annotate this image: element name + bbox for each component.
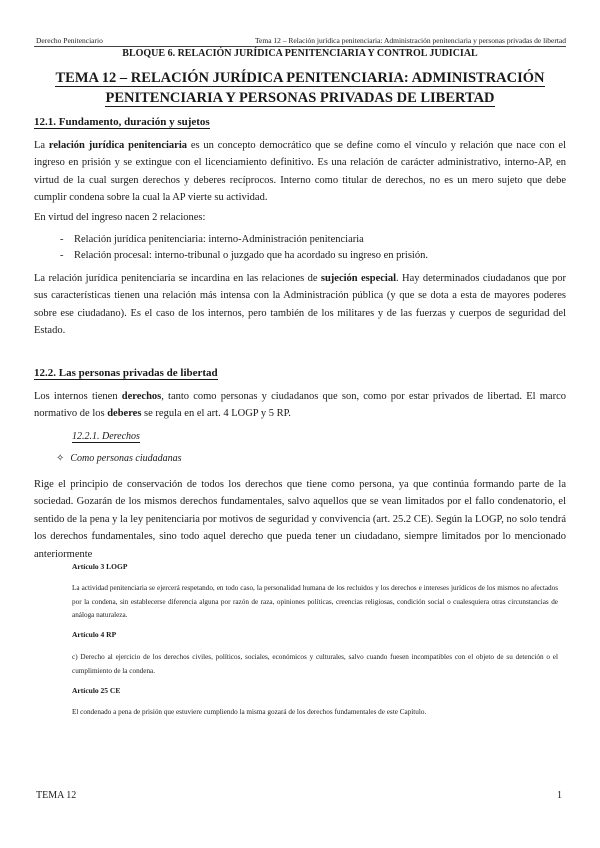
relations-list xyxy=(60,232,566,264)
law-text-art4-rp: c) Derecho al ejercicio de los derechos civiles, políticos, sociales, económicos y culturales, salvo cuando fuesen incompatibles con el objeto de su detención o el cumplimiento de la condena. xyxy=(72,653,558,675)
header-divider xyxy=(34,46,566,47)
running-header-right: Tema 12 – Relación jurídica penitenciaria: Administración penitenciaria y personas privadas de libertad xyxy=(254,36,566,45)
title-line-1: TEMA 12 – RELACIÓN JURÍDICA PENITENCIARIA: ADMINISTRACIÓN xyxy=(55,70,545,86)
paragraph-relacion-juridica: La relación jurídica penitenciaria es un concepto democrático que se define como el vínculo y relación que nace con el ingreso en prisión y se extingue con el licenciamiento definitivo. Es una relación de carácter administrativo, interno-AP, en virtud de la cual surgen derechos y deberes recíprocos. Interno como titular de derechos, no es un mero sujeto que debe cumplir condena sobre la cual la AP vierte su actividad. xyxy=(34,140,566,204)
title-line-2: PENITENCIARIA Y PERSONAS PRIVADAS DE LIBERTAD xyxy=(105,90,495,106)
section-heading-12-1: 12.1. Fundamento, duración y sujetos xyxy=(34,116,210,128)
bullet-heading-personas-ciudadanas: ✧ Como personas ciudadanas xyxy=(56,453,182,464)
law-text-art25-ce: El condenado a pena de prisión que estuviere cumpliendo la misma gozará de los derechos fundamentales de este Capítulo. xyxy=(72,708,427,716)
subsection-heading-derechos: 12.2.1. Derechos xyxy=(72,431,140,442)
law-heading-art25-ce: Artículo 25 CE xyxy=(72,686,121,695)
block-title: BLOQUE 6. RELACIÓN JURÍDICA PENITENCIARIA Y CONTROL JUDICIAL xyxy=(122,48,478,59)
paragraph-dos-relaciones: En virtud del ingreso nacen 2 relaciones: xyxy=(34,212,206,223)
law-text-art3-logp: La actividad penitenciaria se ejercerá respetando, en todo caso, la personalidad humana de los recluidos y los derechos e intereses jurídicos de los mismos no afectados por la condena, sin establecerse diferencia alguna por razón de raza, opiniones políticas, creencias religiosas, condición social o cualesquiera otras circunstancias de análoga naturaleza. xyxy=(72,584,558,619)
law-heading-art4-rp: Artículo 4 RP xyxy=(72,630,117,639)
paragraph-internos-derechos: Los internos tienen derechos, tanto como personas y ciudadanos que son, como por estar privados de libertad. El marco normativo de los deberes se regula en el art. 4 LOGP y 5 RP. xyxy=(34,391,566,420)
paragraph-principio-conservacion: Rige el principio de conservación de todos los derechos que tiene como persona, ya que continúa formando parte de la sociedad. Gozarán de los mismos derechos fundamentales, salvo aquellos que se vean limitados por el fallo condenatorio, el sentido de la pena y la ley penitenciaria por motivos de seguridad y convivencia (art. 25.2 CE). Según la LOGP, no solo tendrá los derechos fundamentales, sino todo aquel derecho que pueda tener un ciudadano, siempre limitados por lo mencionado anteriormente xyxy=(34,479,566,560)
diamond-bullet-icon: ✧ xyxy=(56,453,65,464)
section-heading-12-2: 12.2. Las personas privadas de libertad xyxy=(34,367,218,379)
page-number: 1 xyxy=(557,790,562,801)
running-header-left: Derecho Penitenciario xyxy=(36,36,103,45)
paragraph-sujecion-especial: La relación jurídica penitenciaria se incardina en las relaciones de sujeción especial. Hay determinados ciudadanos que por sus características tienen una relación más intensa con la Administración pública (y que se dota a esta de mayores poderes sobre ese ciudadano). Es el caso de los internos, pero también de los militares y de las fuerzas y cuerpos de seguridad del Estado. xyxy=(34,273,567,337)
law-heading-art3-logp: Artículo 3 LOGP xyxy=(72,562,128,571)
list-item: - Relación procesal: interno-tribunal o juzgado que ha acordado su ingreso en prisión. xyxy=(60,250,428,261)
list-item: - Relación jurídica penitenciaria: interno-Administración penitenciaria xyxy=(60,234,364,245)
footer-label: TEMA 12 xyxy=(36,790,77,801)
page-title xyxy=(40,68,560,108)
